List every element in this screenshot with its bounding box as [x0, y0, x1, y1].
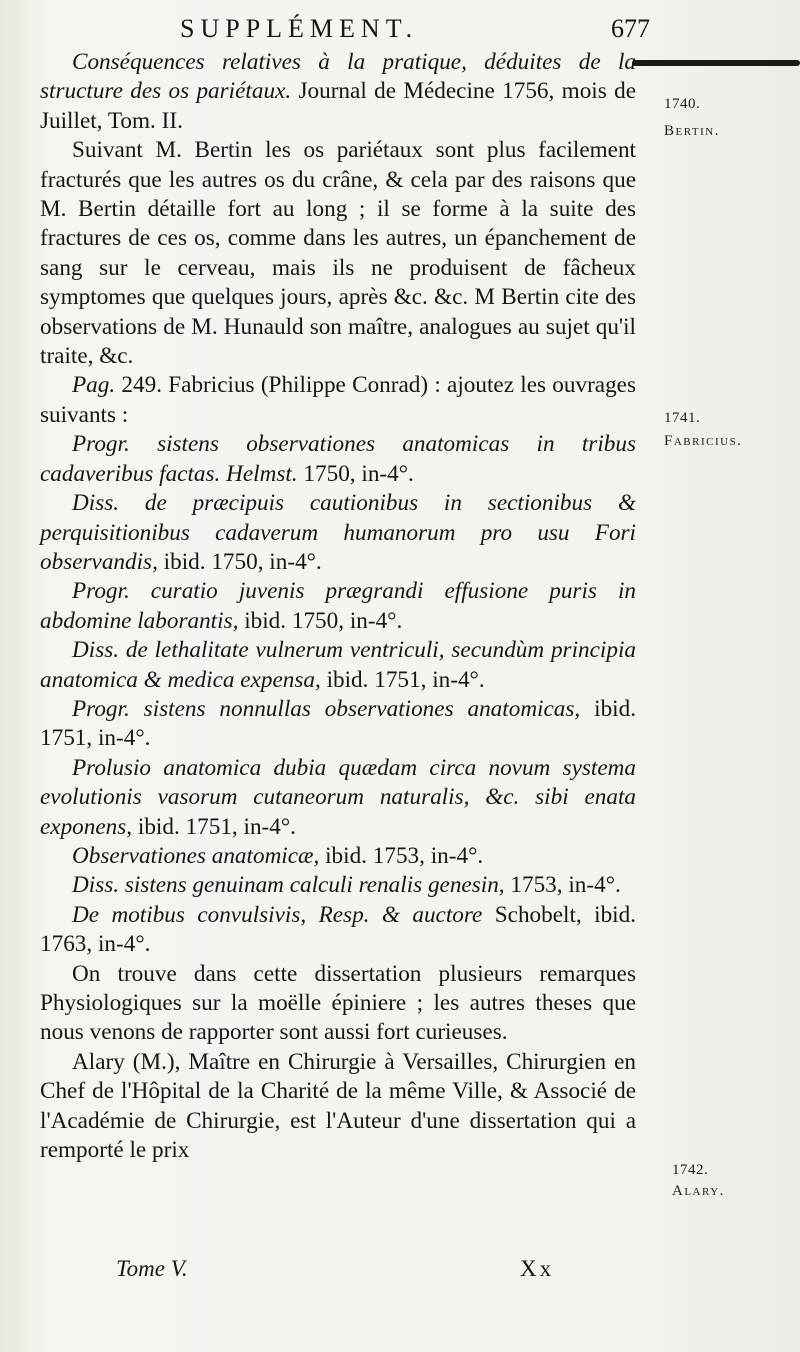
bibliography-entry — [40, 842, 636, 871]
entry-details: ibid. 1750, in-4°. — [157, 548, 322, 575]
signature-mark: Xx — [520, 1256, 555, 1281]
entry-details: ibid. 1750, in-4°. — [238, 607, 403, 634]
entry-title: Diss. sistens genuinam calculi renalis genesin, — [72, 872, 505, 899]
margin-note-year: 1740. — [664, 96, 701, 112]
margin-note-year: 1741. — [664, 410, 701, 426]
entry-details: ibid. 1751, in-4°. — [132, 813, 296, 840]
margin-note-name: Alary. — [672, 1183, 725, 1199]
bertin-work-source: Journal de Médecine 1756, mois de Juillet, Tom. II. — [40, 78, 636, 134]
bibliography-entry — [40, 695, 636, 754]
fabricius-intro-text: 249. Fabricius (Philippe Conrad) : ajoutez les ouvrages suivants : — [40, 372, 636, 428]
paragraph-bertin-title — [40, 48, 636, 136]
margin-note-year: 1742. — [672, 1162, 709, 1178]
page-ref-label: Pag. — [72, 372, 116, 399]
page-number: 677 — [611, 14, 650, 43]
margin-note-bertin — [664, 96, 720, 140]
margin-note-fabricius — [664, 410, 742, 450]
margin-note-name: Fabricius. — [664, 433, 743, 449]
entry-title: De motibus convulsivis, Resp. & auctore — [72, 901, 483, 928]
entry-title: Progr. sistens observationes anatomicas in tribus cadaveribus factas. Helmst. — [40, 431, 636, 487]
entry-title: Diss. de lethalitate vulnerum ventriculi, secundùm principia anatomica & medica expensa, — [40, 637, 636, 693]
entry-details: 1753, in-4°. — [504, 872, 621, 899]
paragraph-dissertation-remarks: On trouve dans cette dissertation plusieurs remarques Physiologiques sur la moëlle épiniere ; les autres theses que nous venons de rapporter sont aussi fort curieuses. — [40, 960, 636, 1046]
margin-rule — [632, 60, 800, 66]
entry-title: Observationes anatomicæ, — [72, 842, 320, 869]
bibliography-entry — [40, 636, 636, 695]
bibliography-entry — [40, 430, 636, 489]
entry-details: ibid. 1751, in-4°. — [40, 695, 636, 752]
running-head: SUPPLÉMENT. — [180, 14, 419, 43]
bibliography-entry — [40, 577, 636, 636]
bibliography-entry — [40, 489, 636, 577]
entry-title: Diss. de præcipuis cautionibus in sectionibus & perquisitionibus cadaverum humanorum pro usu Fori observandis, — [40, 490, 636, 575]
paragraph-alary: Alary (M.), Maître en Chirurgie à Versailles, Chirurgien en Chef de l'Hôpital de la Charité de la même Ville, & Associé de l'Académie de Chirurgie, est l'Auteur d'une dissertation qui a remporté le prix — [40, 1048, 636, 1164]
entry-title: Progr. sistens nonnullas observationes anatomicas, — [72, 695, 581, 722]
page-header — [60, 8, 650, 48]
bibliography-entry — [40, 754, 636, 842]
main-text — [40, 48, 636, 1165]
entry-title: Prolusio anatomica dubia quædam circa novum systema evolutionis vasorum cutaneorum naturalis, &c. sibi enata exponens, — [40, 754, 636, 840]
bibliography-entry — [40, 871, 636, 900]
entry-details: ibid. 1751, in-4°. — [320, 666, 485, 693]
entry-details: 1750, in-4°. — [297, 460, 414, 487]
volume-label: Tome V. — [116, 1256, 188, 1281]
margin-note-alary — [672, 1162, 725, 1200]
entry-details: Schobelt, ibid. 1763, in-4°. — [40, 901, 636, 958]
margin-note-name: Bertin. — [664, 123, 720, 139]
entry-title: Progr. curatio juvenis prægrandi effusione puris in abdomine laborantis, — [40, 578, 636, 634]
page-footer — [40, 1256, 636, 1296]
bertin-work-title: Conséquences relatives à la pratique, déduites de la structure des os pariétaux. — [40, 49, 636, 105]
bibliography-entry — [40, 901, 636, 960]
entry-details: ibid. 1753, in-4°. — [319, 842, 484, 869]
paragraph-bertin-summary: Suivant M. Bertin les os pariétaux sont plus facilement fracturés que les autres os du crâne, & cela par des raisons que M. Bertin détaille fort au long ; il se forme à la suite des fractures de ces os, comme dans les autres, un épanchement de sang sur le cerveau, mais ils ne produisent de fâcheux symptomes que quelques jours, après &c. &c. M Bertin cite des observations de M. Hunauld son maître, analogues au sujet qu'il traite, &c. — [40, 137, 636, 370]
paragraph-fabricius-intro — [40, 371, 636, 430]
